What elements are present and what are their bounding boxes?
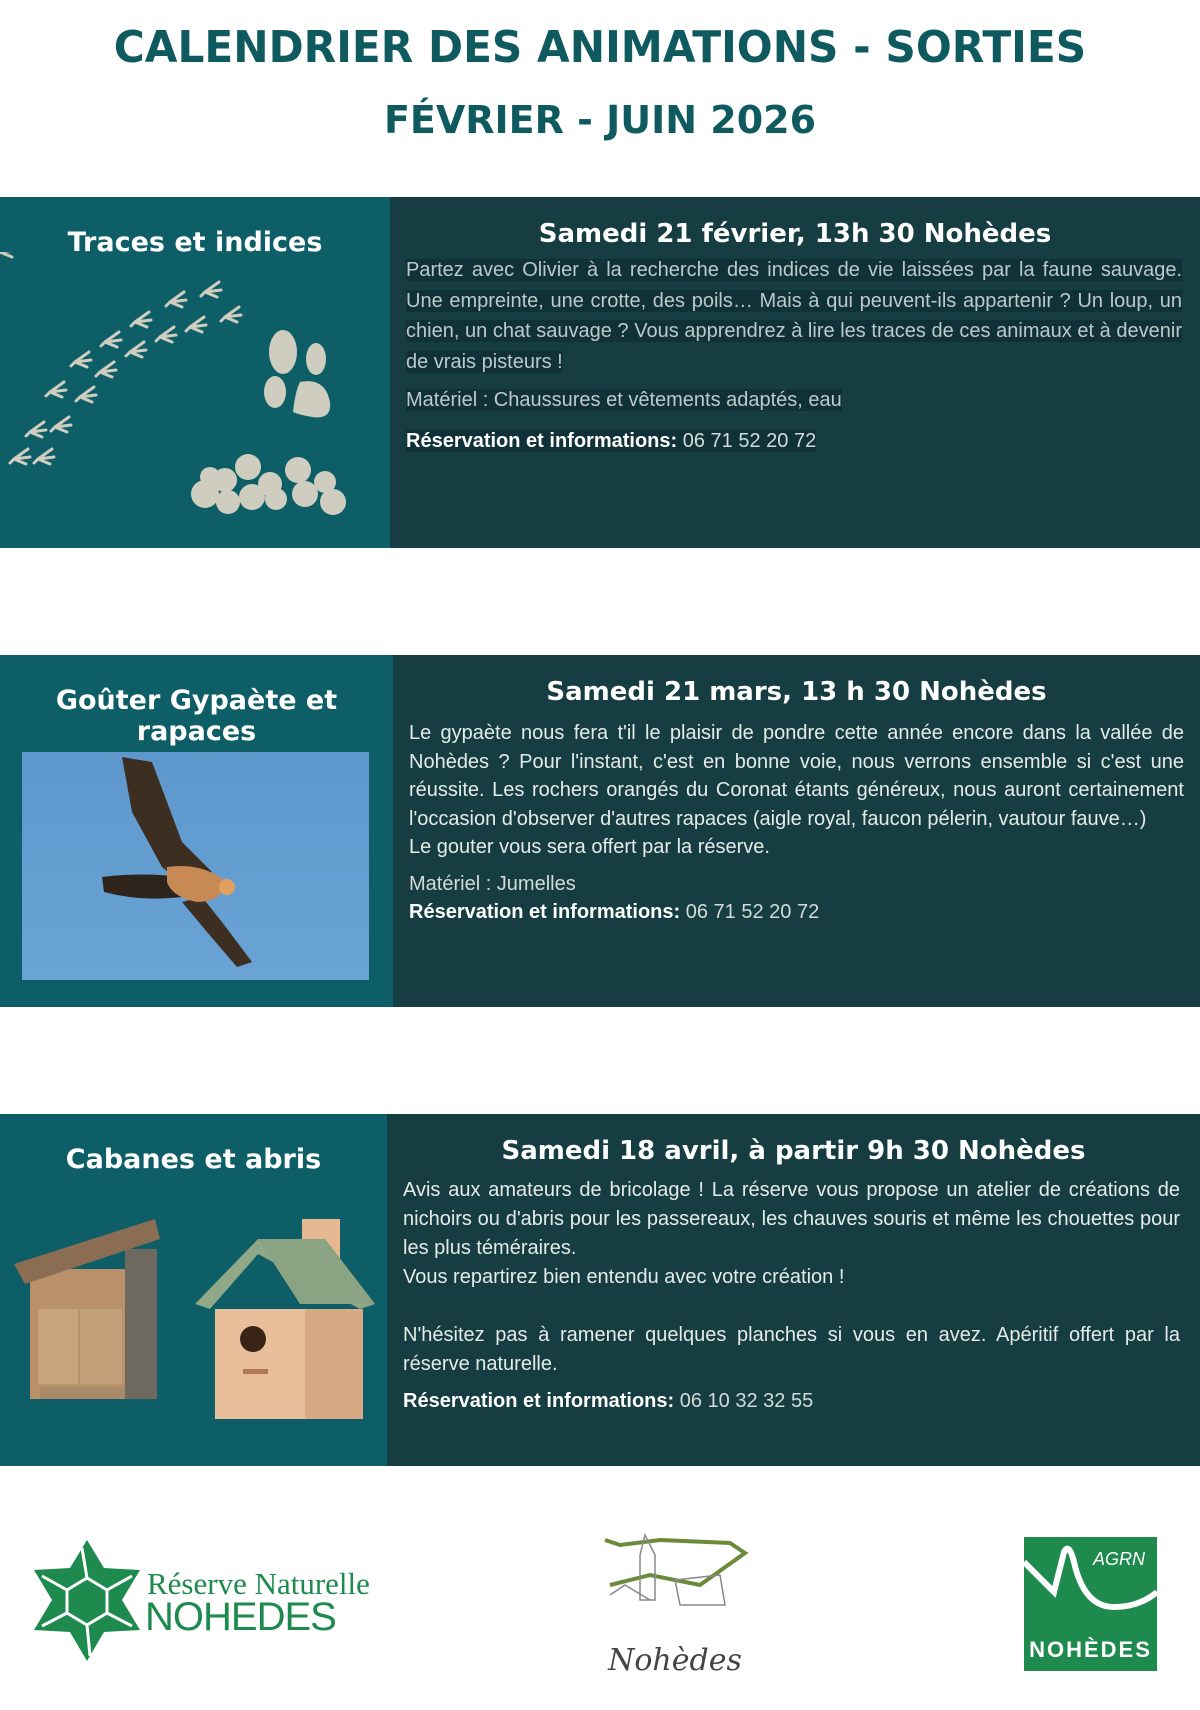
reservation-phone[interactable]: 06 71 52 20 72 xyxy=(685,901,820,923)
logo-agrn-bottom: NOHÈDES xyxy=(1029,1637,1152,1662)
event-date: Samedi 18 avril, à partir 9h 30 Nohèdes xyxy=(501,1136,1086,1166)
event-description-text: N'hésitez pas à ramener quelques planches si vous en avez. Apéritif offert par la réserve naturelle. xyxy=(403,1324,1180,1375)
event-card-gypaete xyxy=(0,655,1200,1007)
animal-tracks-icon xyxy=(0,252,390,552)
event-title: Cabanes et abris xyxy=(65,1144,322,1175)
reservation-label: Réservation et informations: xyxy=(406,429,678,452)
birdhouses-icon xyxy=(0,1209,387,1449)
event-description xyxy=(403,1176,1180,1416)
star-logo-icon xyxy=(32,1538,142,1663)
event-card-traces xyxy=(0,197,1200,548)
logo-agrn xyxy=(1024,1537,1157,1671)
page-subtitle: FÉVRIER - JUIN 2026 xyxy=(383,98,817,142)
logo-line2: NOHEDES xyxy=(145,1595,336,1639)
logo-reserve-naturelle xyxy=(32,1538,402,1668)
event-date: Samedi 21 mars, 13 h 30 Nohèdes xyxy=(546,677,1047,707)
event-left-column xyxy=(0,197,390,548)
event-description-text: Avis aux amateurs de bricolage ! La réserve vous propose un atelier de créations de nichoirs ou d'abris pour les passereaux, les chauves souris et même les chouettes pour les plus téméraires. xyxy=(403,1179,1180,1259)
event-left-column xyxy=(0,1114,387,1466)
reservation-label: Réservation et informations: xyxy=(409,901,681,923)
page-title: CALENDRIER DES ANIMATIONS - SORTIES xyxy=(113,22,1087,73)
bearded-vulture-photo xyxy=(22,752,369,980)
logo-nohedes-village xyxy=(595,1525,755,1695)
logo-agrn-top: AGRN xyxy=(1092,1549,1145,1569)
event-card-cabanes xyxy=(0,1114,1200,1466)
event-description-text: Partez avec Olivier à la recherche des indices de vie laissées par la faune sauvage. Une empreinte, une crotte, des poils… Mais à qui peuvent-ils appartenir ? Un loup, un chien, un chat sauvage ? Vous apprendrez à lire les traces de ces animaux et à devenir de vrais pisteurs ! xyxy=(406,259,1182,373)
event-title: Traces et indices xyxy=(67,227,323,258)
logo-nohedes-script: Nohèdes xyxy=(608,1643,742,1678)
reservation-phone[interactable]: 06 71 52 20 72 xyxy=(682,429,817,452)
event-right-column xyxy=(390,197,1200,548)
event-materiel: Matériel : Jumelles xyxy=(409,872,576,895)
logo-line1: Réserve Naturelle xyxy=(147,1566,370,1601)
event-title: Goûter Gypaète et rapaces xyxy=(55,685,338,747)
event-right-column xyxy=(393,655,1200,1007)
event-description-text: Vous repartirez bien entendu avec votre création ! xyxy=(403,1266,845,1288)
reservation-phone[interactable]: 06 10 32 32 55 xyxy=(679,1390,814,1412)
event-right-column xyxy=(387,1114,1200,1466)
event-description-text: Le gouter vous sera offert par la réserve. xyxy=(409,836,770,858)
reservation-label: Réservation et informations: xyxy=(403,1390,675,1412)
event-description xyxy=(409,719,1184,927)
event-description xyxy=(406,255,1182,456)
event-left-column xyxy=(0,655,393,1007)
village-sketch-icon xyxy=(600,1525,750,1625)
event-materiel: Matériel : Chaussures et vêtements adaptés, eau xyxy=(406,389,842,411)
event-description-text: Le gypaète nous fera t'il le plaisir de pondre cette année encore dans la vallée de Nohèdes ? Pour l'instant, c'est en bonne voie, nous verrons ensemble si c'est une réussite. Les rochers orangés du Coronat étants généreux, nous auront certainement l'occasion d'observer d'autres rapaces (aigle royal, faucon pélerin, vautour fauve…) xyxy=(409,722,1184,830)
event-date: Samedi 21 février, 13h 30 Nohèdes xyxy=(538,219,1052,249)
